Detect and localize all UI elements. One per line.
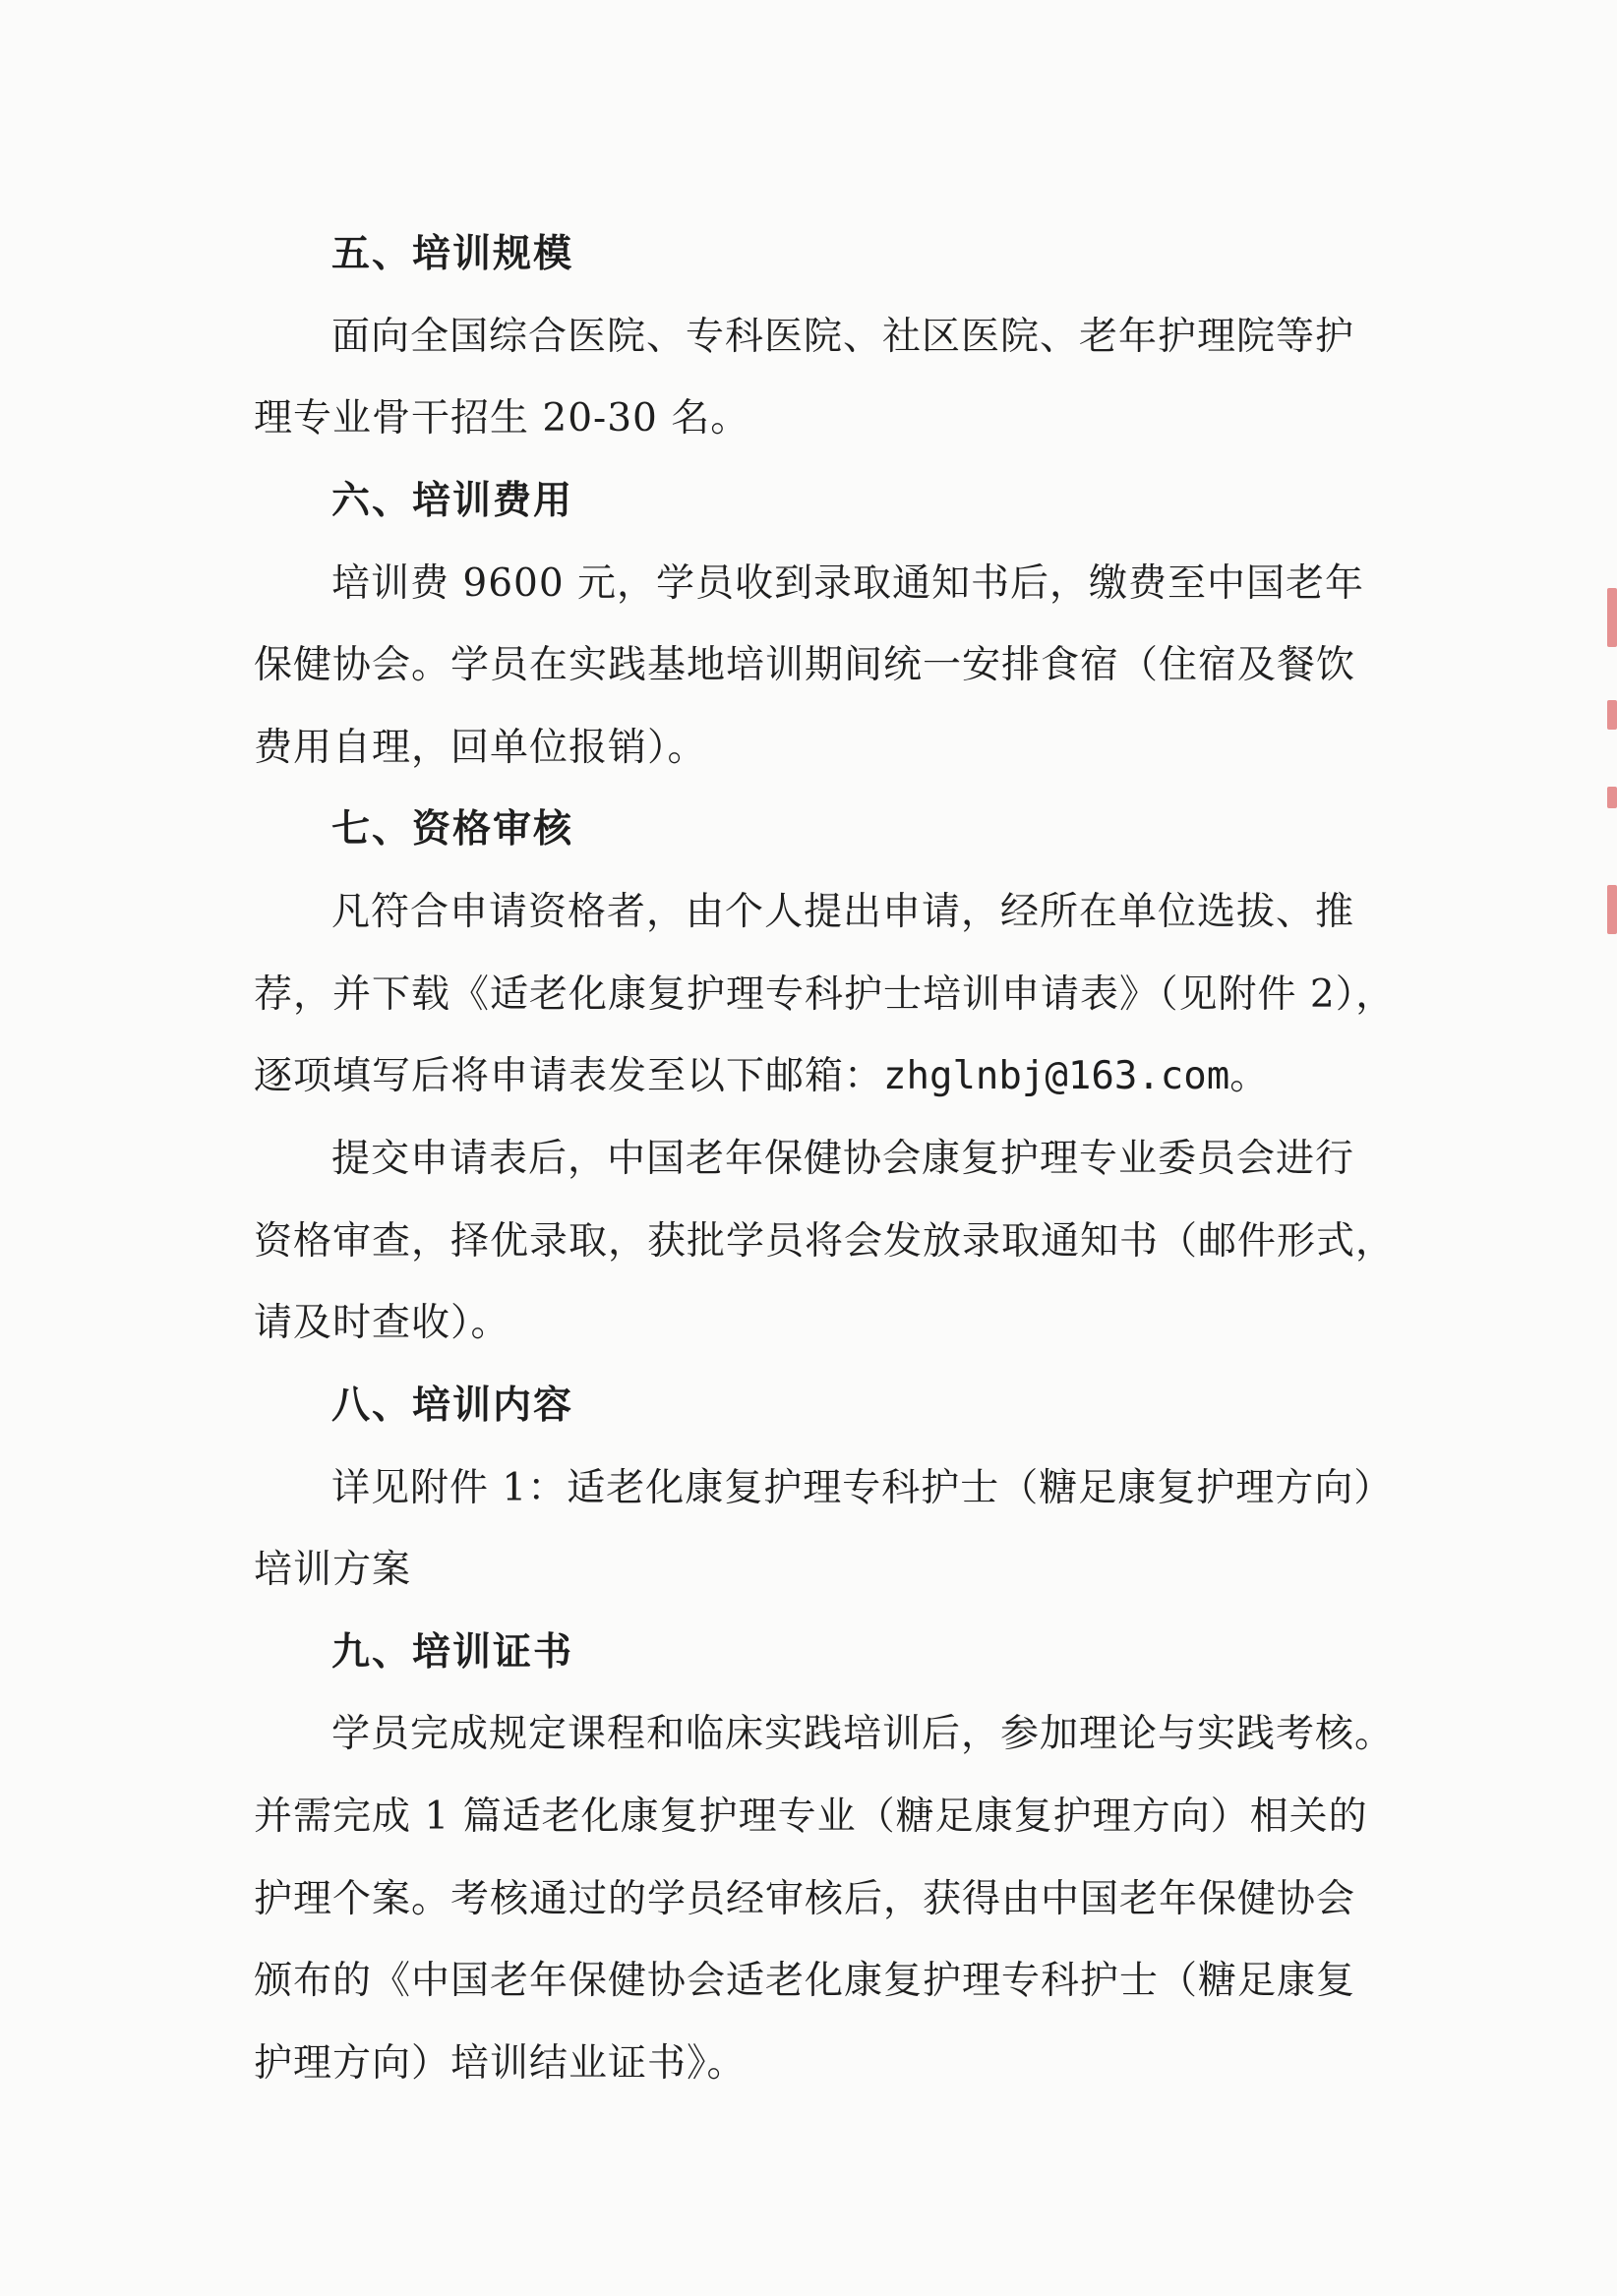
- paragraph-line: 理专业骨干招生 20-30 名。: [254, 396, 750, 441]
- paragraph-line: 保健协会。学员在实践基地培训期间统一安排食宿（住宿及餐饮: [254, 643, 1356, 687]
- email-prompt: 逐项填写后将申请表发至以下邮箱：: [254, 1054, 884, 1098]
- paragraph-line: 学员完成规定课程和临床实践培训后，参加理论与实践考核。: [331, 1712, 1395, 1756]
- paragraph-line: 荐，并下载《适老化康复护理专科护士培训申请表》（见附件 2），: [254, 972, 1396, 1017]
- section-heading-training-fee: 六、培训费用: [331, 479, 574, 523]
- paragraph-line: 提交申请表后，中国老年保健协会康复护理专业委员会进行: [331, 1137, 1355, 1181]
- seal-fragment: [1607, 588, 1617, 647]
- paragraph-line: 护理方向）培训结业证书》。: [254, 2041, 747, 2086]
- paragraph-line: 凡符合申请资格者，由个人提出申请，经所在单位选拔、推: [331, 890, 1355, 934]
- paragraph-line: 资格审查，择优录取，获批学员将会发放录取通知书（邮件形式，: [254, 1219, 1396, 1264]
- paragraph-line: 费用自理，回单位报销）。: [254, 726, 707, 770]
- paragraph-line: 培训费 9600 元，学员收到录取通知书后，缴费至中国老年: [331, 561, 1365, 606]
- seal-fragment: [1607, 885, 1617, 934]
- paragraph-line: 请及时查收）。: [254, 1301, 510, 1345]
- section-heading-training-content: 八、培训内容: [331, 1383, 574, 1428]
- section-heading-training-certificate: 九、培训证书: [331, 1630, 574, 1675]
- paragraph-line: 详见附件 1：适老化康复护理专科护士（糖足康复护理方向）: [331, 1466, 1394, 1510]
- paragraph-line: 培训方案: [254, 1548, 412, 1592]
- section-heading-training-scale: 五、培训规模: [331, 232, 574, 276]
- paragraph-line: 面向全国综合医院、专科医院、社区医院、老年护理院等护: [331, 315, 1355, 359]
- paragraph-line: 护理个案。考核通过的学员经审核后，获得由中国老年保健协会: [254, 1877, 1356, 1921]
- email-suffix: 。: [1229, 1054, 1270, 1098]
- application-email[interactable]: zhglnbj@163.com: [883, 1054, 1230, 1098]
- seal-fragment: [1607, 787, 1617, 808]
- paragraph-line: 颁布的《中国老年保健协会适老化康复护理专科护士（糖足康复: [254, 1959, 1356, 2003]
- section-heading-qualification-review: 七、资格审核: [331, 807, 574, 852]
- paragraph-line: 并需完成 1 篇适老化康复护理专业（糖足康复护理方向）相关的: [254, 1795, 1368, 1839]
- paragraph-line-email: [254, 1051, 1269, 1102]
- seal-fragment: [1607, 700, 1617, 730]
